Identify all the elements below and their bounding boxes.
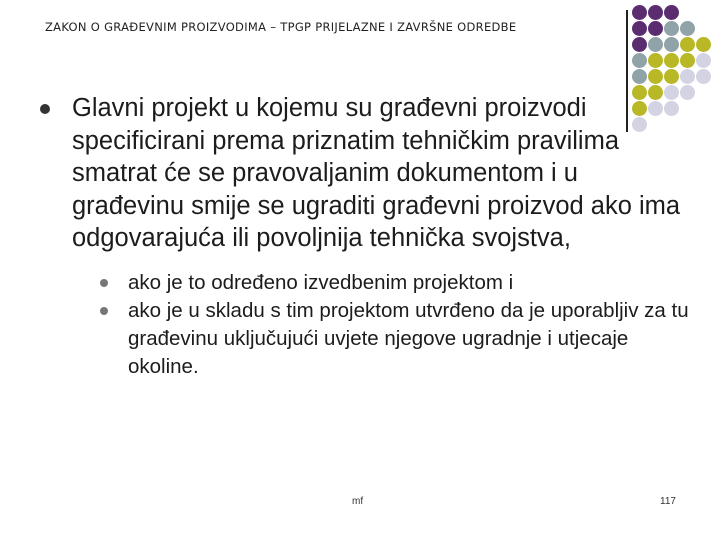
bullet-list xyxy=(40,92,690,381)
decorative-dot xyxy=(632,5,647,20)
bullet-dot-icon xyxy=(100,307,108,315)
decorative-dot xyxy=(648,21,663,36)
decorative-dot xyxy=(648,69,663,84)
decorative-dot xyxy=(648,53,663,68)
decorative-dot xyxy=(648,37,663,52)
decorative-dot xyxy=(664,37,679,52)
decorative-dot xyxy=(664,21,679,36)
slide-header: ZAKON O GRAĐEVNIM PROIZVODIMA – TPGP PRIJELAZNE I ZAVRŠNE ODREDBE xyxy=(45,20,517,34)
footer-author: mf xyxy=(352,496,364,507)
sub-bullet-list xyxy=(40,269,690,381)
bullet-dot-icon xyxy=(100,279,108,287)
bullet-dot-icon xyxy=(40,104,50,114)
decorative-dot xyxy=(632,69,647,84)
main-bullet xyxy=(40,92,690,255)
decorative-dot xyxy=(664,5,679,20)
main-bullet-text: Glavni projekt u kojemu su građevni proizvodi specificirani prema priznatim tehničkim pravilima smatrat će se pravovaljanim dokumentom i u građevinu smije se ugraditi građevni proizvod ako ima odgovarajuća ili povoljnija tehnička svojstva, xyxy=(72,94,681,252)
sub-bullet xyxy=(100,269,690,297)
decorative-dot xyxy=(680,21,695,36)
decorative-dot xyxy=(680,37,695,52)
decorative-dot xyxy=(664,53,679,68)
decorative-dot xyxy=(648,5,663,20)
sub-bullet-text: ako je to određeno izvedbenim projektom i xyxy=(128,270,514,294)
decorative-dot xyxy=(632,21,647,36)
page-number: 117 xyxy=(660,496,676,507)
decorative-dot xyxy=(680,69,695,84)
decorative-dot xyxy=(696,69,711,84)
decorative-dot xyxy=(632,37,647,52)
sub-bullet xyxy=(100,297,690,381)
decorative-dot xyxy=(696,37,711,52)
decorative-dot xyxy=(680,53,695,68)
sub-bullet-text: ako je u skladu s tim projektom utvrđeno da je uporabljiv za tu građevinu uključujući uvjete njegove ugradnje i utjecaje okoline. xyxy=(128,298,689,378)
decorative-dot xyxy=(696,53,711,68)
decorative-dot xyxy=(664,69,679,84)
decorative-dot xyxy=(632,53,647,68)
